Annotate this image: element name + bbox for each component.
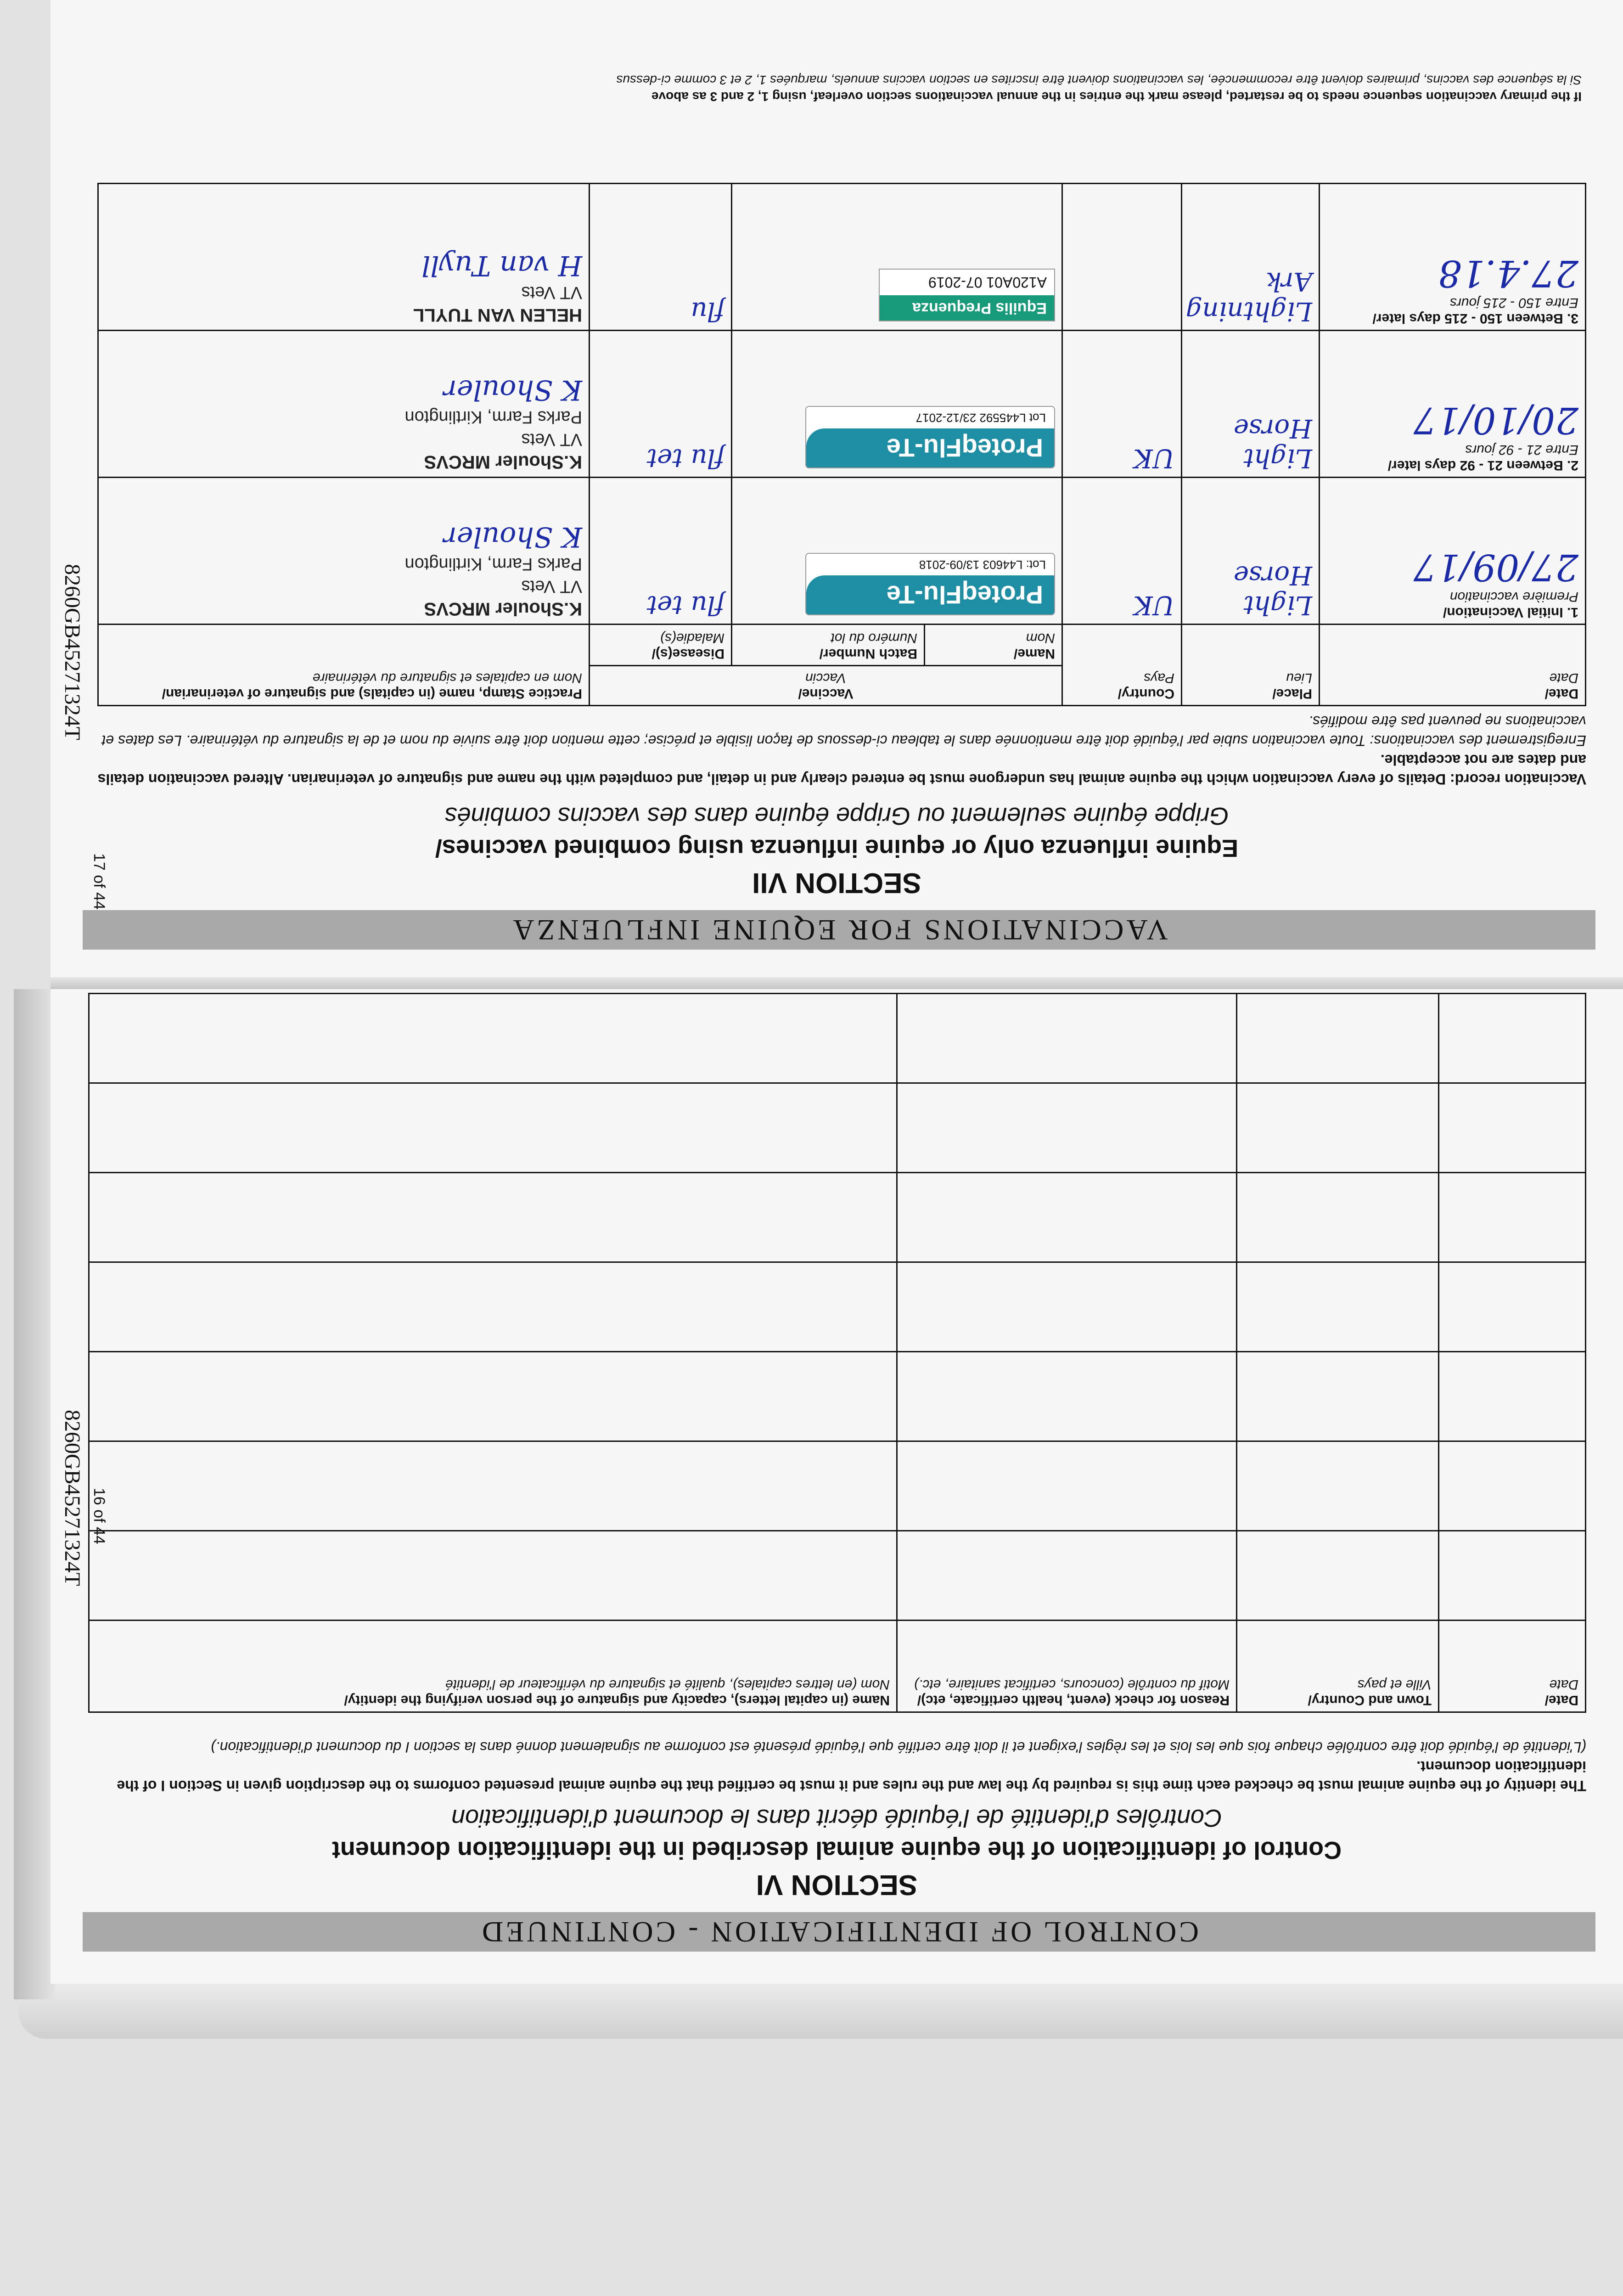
row-1-vet-name: K.Shouler MRCVS bbox=[424, 599, 582, 619]
row-3-place: Lightning Ark bbox=[1185, 266, 1312, 326]
vaccination-row-2 bbox=[98, 331, 1585, 478]
page-17 bbox=[51, 0, 1623, 977]
identification-intro-en: The identity of the equine animal must be checked each time this is required by the law and the rules and it must be certified that the equine animal presented conforms to the description given in Section I of the identification document. bbox=[117, 1758, 1586, 1794]
identification-row-6 bbox=[89, 1083, 1586, 1173]
header-batch-number: Batch Number/ Numéro du lot bbox=[732, 625, 925, 666]
vaccination-intro bbox=[87, 712, 1586, 789]
passport-spine bbox=[51, 977, 1623, 989]
row-2-address: Parks Farm, Kirtlington bbox=[404, 407, 582, 427]
header-practice-stamp: Practice Stamp, name (in capitals) and signature of veterinarian/ Nom en capitales et signature du vétérinaire bbox=[98, 625, 589, 706]
row-1-batch-number: Lot: L44603 13/09-2018 bbox=[919, 558, 1046, 572]
vaccination-intro-fr: Enregistrement des vaccinations: Toute vaccination subie par l'équidé doit être mentionnée dans le tableau ci-dessous de façon lisible et précise; cette mention doit être suivie du nom et de la signature du vétérinaire. Les dates et vaccinations ne peuvent pas être modifiés. bbox=[101, 713, 1586, 749]
header-vaccine-name: Name/ Nom bbox=[925, 625, 1062, 666]
row-3-practice: VT Vets bbox=[521, 283, 582, 302]
header-diseases: Disease(s)/ Maladie(s) bbox=[589, 625, 731, 666]
row-3-stamp-cell bbox=[98, 184, 589, 331]
row-3-date: 27.4.18 bbox=[1438, 252, 1578, 295]
vaccination-row-1 bbox=[98, 478, 1585, 625]
identification-title-en: Control of identification of the equine animal described in the identification document bbox=[331, 1836, 1342, 1864]
header-verifier-name: Name (in capital letters), capacity and signature of the person verifying the identity/ Nom (en lettres capitales), qualité et signature du vérificateur de l'identité bbox=[89, 1621, 897, 1712]
row-2-signature: K Shouler bbox=[444, 374, 582, 406]
row-1-practice: VT Vets bbox=[521, 577, 582, 596]
row-2-label: 2. Between 21 - 92 days later/ bbox=[1387, 458, 1578, 473]
row-1-date: 27/09/17 bbox=[1413, 546, 1578, 589]
row-3-batch-number: A120A01 07-2019 bbox=[928, 274, 1047, 291]
page-16 bbox=[51, 989, 1623, 1984]
row-1-vaccine-sticker-cell bbox=[732, 478, 1062, 625]
row-2-disease: flu tet bbox=[646, 443, 724, 473]
identification-row-5 bbox=[89, 1173, 1586, 1262]
row-3-vaccine-sticker-cell bbox=[732, 184, 1062, 331]
row-3-label: 3. Between 150 - 215 days later/ bbox=[1372, 311, 1578, 326]
identification-row-1 bbox=[89, 1531, 1586, 1621]
passport-cover-edge bbox=[18, 1975, 1623, 2039]
row-1-vaccine-name: ProteqFlu-Te bbox=[806, 575, 1054, 614]
row-2-country: UK bbox=[1133, 443, 1174, 473]
restart-footnote-en: If the primary vaccination sequence needs to be restarted, please mark the entries in the annual vaccinations section overleaf, using 1, 2 and 3 as above bbox=[651, 90, 1582, 104]
row-2-stamp-cell bbox=[98, 331, 589, 478]
influenza-title-en: Equine influenza only or equine influenza using combined vaccines/ bbox=[435, 834, 1239, 862]
row-2-place: Light Horse bbox=[1233, 413, 1312, 473]
section-vi-heading: SECTION VI bbox=[756, 1869, 918, 1901]
row-2-vaccine-sticker-cell bbox=[732, 331, 1062, 478]
identification-row-2 bbox=[89, 1441, 1586, 1531]
row-2-vet-name: K.Shouler MRCVS bbox=[424, 452, 582, 472]
row-1-date-cell bbox=[1320, 478, 1586, 625]
restart-footnote-fr: Si la séquence des vaccins, primaires doivent être recommencée, les vaccinations doivent être inscrites en section vaccins annuels, marquées 1, 2 et 3 comme ci-dessus bbox=[616, 73, 1582, 87]
vaccination-table bbox=[97, 183, 1586, 706]
row-3-vet-name: HELEN VAN TUYLL bbox=[413, 305, 582, 325]
row-2-batch-number: Lot L445592 23/12-2017 bbox=[915, 411, 1046, 425]
row-1-signature: K Shouler bbox=[444, 521, 582, 553]
identification-row-7 bbox=[89, 994, 1586, 1083]
row-1-address: Parks Farm, Kirtlington bbox=[404, 554, 582, 574]
identification-check-table bbox=[88, 993, 1586, 1713]
row-3-vaccine-sticker bbox=[879, 269, 1055, 321]
row-2-label-fr: Entre 21 - 92 jours bbox=[1465, 442, 1578, 457]
row-2-date-cell bbox=[1320, 331, 1586, 478]
identification-row-4 bbox=[89, 1262, 1586, 1352]
page-17-band-title: VACCINATIONS FOR EQUINE INFLUENZA bbox=[83, 910, 1595, 950]
vaccination-row-3 bbox=[98, 184, 1585, 331]
row-3-vaccine-name: Equilis Prequenza bbox=[880, 295, 1054, 321]
row-1-country: UK bbox=[1133, 590, 1174, 620]
row-1-vaccine-sticker bbox=[805, 553, 1055, 615]
row-1-label-fr: Première vaccination bbox=[1449, 589, 1578, 604]
header-check-date: Date/ Date bbox=[1439, 1621, 1586, 1712]
row-3-date-cell bbox=[1320, 184, 1586, 331]
influenza-title-fr: Grippe équine seulement ou Grippe équine dans des vaccins combinés bbox=[444, 802, 1229, 830]
page-16-passport-number: 8260GB45271324T bbox=[60, 1410, 84, 1586]
header-vaccine: Vaccine/ Vaccin bbox=[589, 666, 1062, 706]
page-17-passport-number: 8260GB45271324T bbox=[60, 564, 84, 740]
row-3-signature: H van Tuyll bbox=[421, 249, 582, 281]
identification-intro bbox=[87, 1738, 1586, 1795]
page-16-band-title: CONTROL OF IDENTIFICATION - CONTINUED bbox=[83, 1912, 1595, 1952]
identification-title-fr: Contrôles d'identité de l'équidé décrit dans le document d'identification bbox=[451, 1804, 1222, 1832]
identification-intro-fr: (L'identité de l'équidé doit être contrôlée chaque fois que les lois et les règles l'exigent et il doit être certifié que l'équidé présenté est conforme au signalement donné dans la section I du document d'identification.) bbox=[211, 1739, 1586, 1756]
header-town-country: Town and Country/ Ville et pays bbox=[1237, 1621, 1439, 1712]
row-1-label: 1. Initial Vaccination/ bbox=[1443, 605, 1578, 620]
page-17-number: 17 of 44 bbox=[90, 853, 108, 910]
vaccination-intro-en: Vaccination record: Details of every vaccination which the equine animal has undergone must be entered clearly and in detail, and completed with the name and signature of veterinarian. Altered vaccination details and dates are not acceptable. bbox=[97, 752, 1586, 788]
row-2-practice: VT Vets bbox=[521, 430, 582, 449]
passport-page-edge bbox=[14, 989, 55, 1999]
row-2-date: 20/10/17 bbox=[1413, 399, 1578, 442]
header-date: Date/ Date bbox=[1320, 625, 1586, 706]
identification-row-3 bbox=[89, 1352, 1586, 1441]
page-16-number: 16 of 44 bbox=[90, 1488, 108, 1544]
row-1-place: Light Horse bbox=[1233, 560, 1312, 620]
row-2-vaccine-sticker bbox=[805, 406, 1055, 468]
row-2-vaccine-name: ProteqFlu-Te bbox=[806, 428, 1054, 467]
restart-footnote bbox=[92, 72, 1582, 105]
horse-passport-spread bbox=[51, 0, 1623, 1984]
row-3-disease: flu bbox=[691, 296, 724, 326]
row-1-stamp-cell bbox=[98, 478, 589, 625]
header-place: Place/ Lieu bbox=[1182, 625, 1320, 706]
header-country: Country/ Pays bbox=[1062, 625, 1182, 706]
row-1-disease: flu tet bbox=[646, 590, 724, 620]
section-vii-heading: SECTION VII bbox=[752, 867, 921, 899]
header-reason-for-check: Reason for check (event, health certificate, etc)/ Motif du contrôle (concours, certificat sanitaire, etc.) bbox=[897, 1621, 1237, 1712]
row-3-label-fr: Entre 150 - 215 jours bbox=[1449, 295, 1578, 310]
